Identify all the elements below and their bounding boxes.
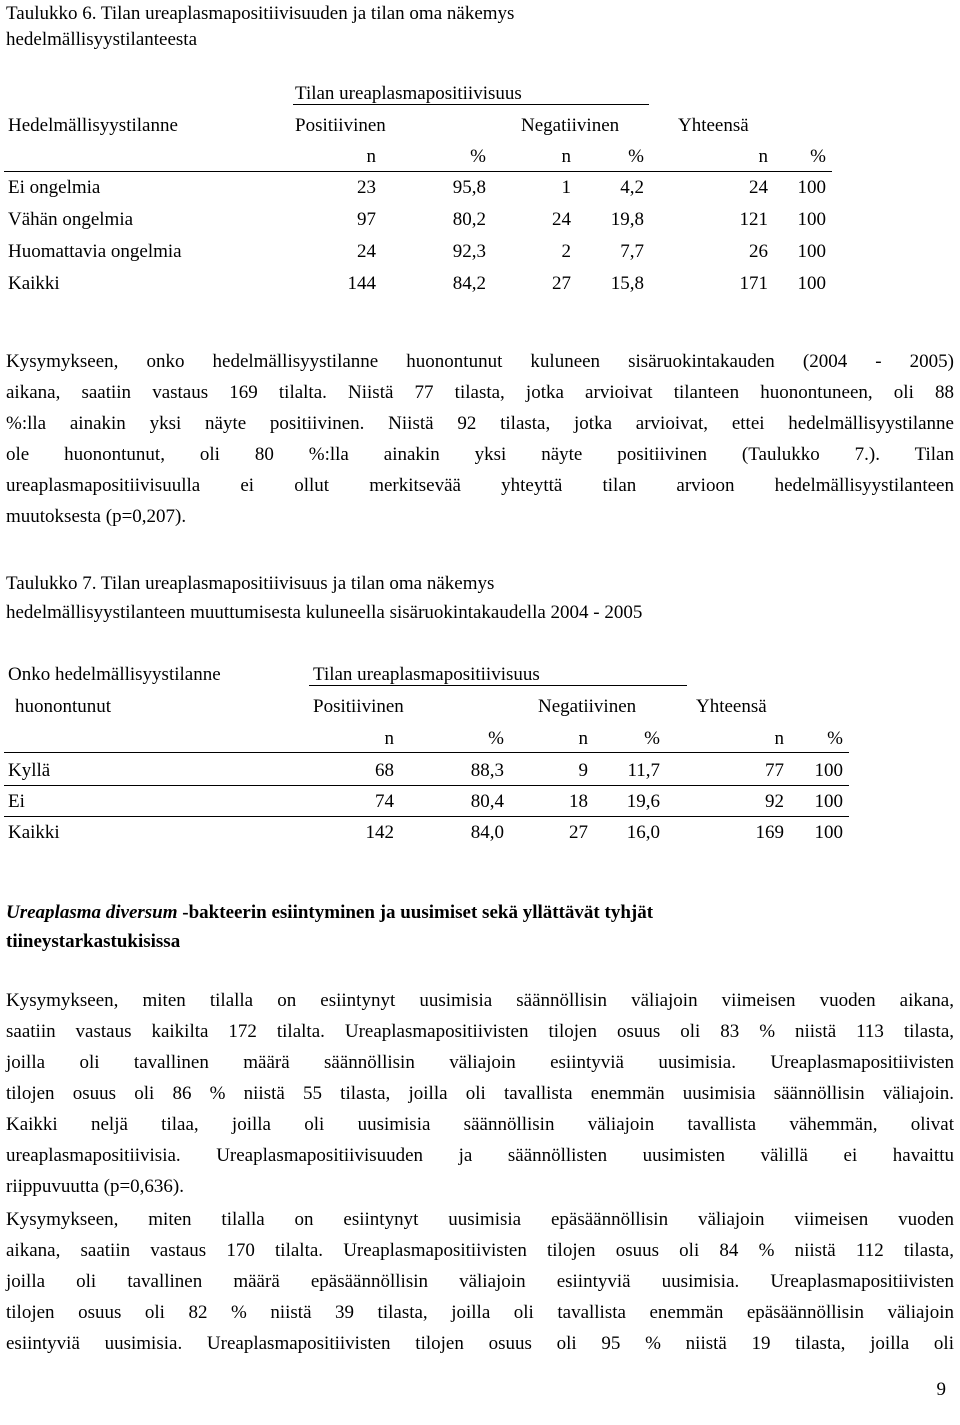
table7-sub-pos-n: n (384, 728, 394, 749)
section-heading-rest: -bakteerin esiintyminen ja uusimiset sekä yllättävät tyhjät (177, 902, 654, 923)
section-heading-line2: tiineystarkastukisissa (6, 931, 181, 952)
table7-cell-tot-pct: 100 (814, 760, 843, 781)
paragraph-line: Kysymykseen, miten tilalla on esiintynyt uusimisia epäsäännöllisin väliajoin viimeisen vuoden (6, 1209, 954, 1230)
table7-header-underline (4, 752, 849, 753)
paragraph-line: ureaplasmapositiivisuulla ei ollut merkitsevää yhteyttä tilan arvioon hedelmällisyystilanteen (6, 475, 954, 496)
table6-col-positive: Positiivinen (295, 115, 386, 136)
table6-caption-line2: hedelmällisyystilanteesta (6, 29, 198, 50)
table6-cell-tot-n: 121 (739, 209, 768, 230)
table6-header-underline (4, 171, 832, 172)
table6-sub-pos-pct: % (470, 146, 486, 167)
table7-cell-pos-pct: 84,0 (470, 822, 504, 843)
paragraph-line: Kysymykseen, miten tilalla on esiintynyt uusimisia säännöllisin väliajoin viimeisen vuoden aikana, (6, 990, 954, 1011)
table7-cell-tot-pct: 100 (814, 791, 843, 812)
table6-col-total: Yhteensä (678, 115, 749, 136)
table7-cell-pos-n: 68 (375, 760, 394, 781)
table7-group-header: Tilan ureaplasmapositiivisuus (313, 664, 540, 685)
table7-cell-neg-pct: 16,0 (626, 822, 660, 843)
table7-sub-neg-pct: % (644, 728, 660, 749)
table7-sub-tot-n: n (774, 728, 784, 749)
table6-cell-pos-n: 144 (347, 273, 376, 294)
table7-sub-neg-n: n (578, 728, 588, 749)
paragraph-line: joilla oli tavallinen määrä säännöllisin väliajoin esiintyviä uusimisia. Ureaplasmapositiivisten (6, 1052, 954, 1073)
paragraph-saannolliset-uusimiset (6, 985, 954, 1202)
table7-cell-neg-pct: 11,7 (627, 760, 660, 781)
table6-cell-pos-pct: 80,2 (452, 209, 486, 230)
table6-cell-tot-n: 24 (749, 177, 768, 198)
table6-cell-tot-n: 26 (749, 241, 768, 262)
table7-row-divider (4, 816, 849, 817)
table6-sub-neg-pct: % (628, 146, 644, 167)
table7-sub-pos-pct: % (488, 728, 504, 749)
table6-cell-pos-pct: 84,2 (452, 273, 486, 294)
table6-sub-tot-n: n (758, 146, 768, 167)
table7-row-header-line2: huonontunut (15, 696, 112, 717)
table6-sub-neg-n: n (561, 146, 571, 167)
paragraph-line: Kysymykseen, onko hedelmällisyystilanne huonontunut kuluneen sisäruokintakauden (2004 - 2005) (6, 351, 954, 372)
page-number: 9 (936, 1379, 946, 1400)
table7-caption-line1: Taulukko 7. Tilan ureaplasmapositiivisuus ja tilan oma näkemys (6, 573, 495, 594)
section-heading (6, 898, 954, 956)
table7-cell-tot-n: 92 (765, 791, 784, 812)
table6-cell-pos-n: 24 (357, 241, 376, 262)
table6-cell-neg-pct: 19,8 (610, 209, 644, 230)
paragraph-line: joilla oli tavallinen määrä epäsäännöllisin väliajoin esiintyviä uusimisia. Ureaplasmapositiivisten (6, 1271, 954, 1292)
table6-cell-tot-pct: 100 (797, 273, 826, 294)
table7-cell-neg-pct: 19,6 (626, 791, 660, 812)
table6-cell-tot-pct: 100 (797, 209, 826, 230)
table6-row-label: Vähän ongelmia (8, 209, 134, 230)
table7-sub-tot-pct: % (827, 728, 843, 749)
table7-cell-tot-pct: 100 (814, 822, 843, 843)
table7-cell-tot-n: 169 (755, 822, 784, 843)
paragraph-hedelmallisyys (6, 346, 954, 532)
table6-cell-neg-pct: 15,8 (610, 273, 644, 294)
table6-row-label: Kaikki (8, 273, 60, 294)
table6-cell-pos-n: 97 (357, 209, 376, 230)
table6-row-label: Huomattavia ongelmia (8, 241, 182, 262)
paragraph-line: aikana, saatiin vastaus 170 tilalta. Ureaplasmapositiivisten tilojen osuus oli 84 % niistä 112 tilasta, (6, 1240, 954, 1261)
paragraph-line: muutoksesta (p=0,207). (6, 506, 187, 527)
table6-cell-tot-n: 171 (739, 273, 768, 294)
paragraph-line: riippuvuutta (p=0,636). (6, 1176, 184, 1197)
table7-row-label: Kyllä (8, 760, 51, 781)
table6-cell-neg-pct: 7,7 (620, 241, 644, 262)
table7-row-header-line1: Onko hedelmällisyystilanne (8, 664, 221, 685)
table6-cell-neg-pct: 4,2 (620, 177, 644, 198)
table6-caption-line1: Taulukko 6. Tilan ureaplasmapositiivisuuden ja tilan oma näkemys (6, 3, 515, 24)
table6-cell-neg-n: 1 (561, 177, 571, 198)
table7-row-label: Kaikki (8, 822, 60, 843)
paragraph-line: Kaikki neljä tilaa, joilla oli uusimisia säännöllisin väliajoin tavallista vähemmän, olivat (6, 1114, 954, 1135)
section-heading-italic: Ureaplasma diversum (6, 902, 178, 923)
table7-caption-line2: hedelmällisyystilanteen muuttumisesta kuluneella sisäruokintakaudella 2004 - 2005 (6, 602, 643, 623)
paragraph-epasaannolliset-uusimiset (6, 1204, 954, 1359)
table6-sub-pos-n: n (366, 146, 376, 167)
table7-col-negative: Negatiivinen (538, 696, 637, 717)
table7-cell-neg-n: 9 (578, 760, 588, 781)
table7-cell-pos-n: 74 (375, 791, 394, 812)
paragraph-line: saatiin vastaus kaikilta 172 tilalta. Ureaplasmapositiivisten tilojen osuus oli 83 % niistä 113 tilasta, (6, 1021, 954, 1042)
table6-cell-neg-n: 24 (552, 209, 571, 230)
table7-row-divider (4, 785, 849, 786)
table7-cell-pos-pct: 80,4 (470, 791, 504, 812)
table7-row-label: Ei (8, 791, 25, 812)
paragraph-line: tilojen osuus oli 86 % niistä 55 tilasta, joilla oli tavallista enemmän uusimisia säännöllisin väliajoin. (6, 1083, 954, 1104)
table7-cell-pos-pct: 88,3 (470, 760, 504, 781)
table6-row-label: Ei ongelmia (8, 177, 101, 198)
table7-cell-tot-n: 77 (765, 760, 784, 781)
table6-row-header: Hedelmällisyystilanne (8, 115, 178, 136)
table6-group-underline (293, 104, 649, 105)
paragraph-line: esiintyviä uusimisia. Ureaplasmapositiivisten tilojen osuus oli 95 % niistä 19 tilasta, joilla oli (6, 1333, 954, 1354)
table6-cell-pos-pct: 92,3 (452, 241, 486, 262)
table6-cell-neg-n: 27 (552, 273, 571, 294)
table7-group-underline (309, 685, 687, 686)
table7-col-positive: Positiivinen (313, 696, 404, 717)
paragraph-line: tilojen osuus oli 82 % niistä 39 tilasta, joilla oli tavallista enemmän epäsäännöllisin väliajoin (6, 1302, 954, 1323)
table6-col-negative: Negatiivinen (521, 115, 620, 136)
table6-cell-pos-n: 23 (357, 177, 376, 198)
table6-group-header: Tilan ureaplasmapositiivisuus (295, 83, 522, 104)
paragraph-line: ole huonontunut, oli 80 %:lla ainakin yksi näyte positiivinen (Taulukko 7.). Tilan (6, 444, 954, 465)
paragraph-line: %:lla ainakin yksi näyte positiivinen. Niistä 92 tilasta, jotka arvioivat, ettei hedelmällisyystilanne (6, 413, 954, 434)
table6-cell-pos-pct: 95,8 (452, 177, 486, 198)
table7-col-total: Yhteensä (696, 696, 767, 717)
table7-cell-pos-n: 142 (365, 822, 394, 843)
table7-cell-neg-n: 18 (569, 791, 588, 812)
table7-cell-neg-n: 27 (569, 822, 588, 843)
paragraph-line: ureaplasmapositiivisia. Ureaplasmapositiivisuuden ja säännöllisten uusimisten välillä ei havaittu (6, 1145, 954, 1166)
paragraph-line: aikana, saatiin vastaus 169 tilalta. Niistä 77 tilasta, jotka arvioivat tilanteen huonontuneen, oli 88 (6, 382, 954, 403)
table6-sub-tot-pct: % (810, 146, 826, 167)
table6-cell-neg-n: 2 (561, 241, 571, 262)
table6-cell-tot-pct: 100 (797, 241, 826, 262)
table6-cell-tot-pct: 100 (797, 177, 826, 198)
